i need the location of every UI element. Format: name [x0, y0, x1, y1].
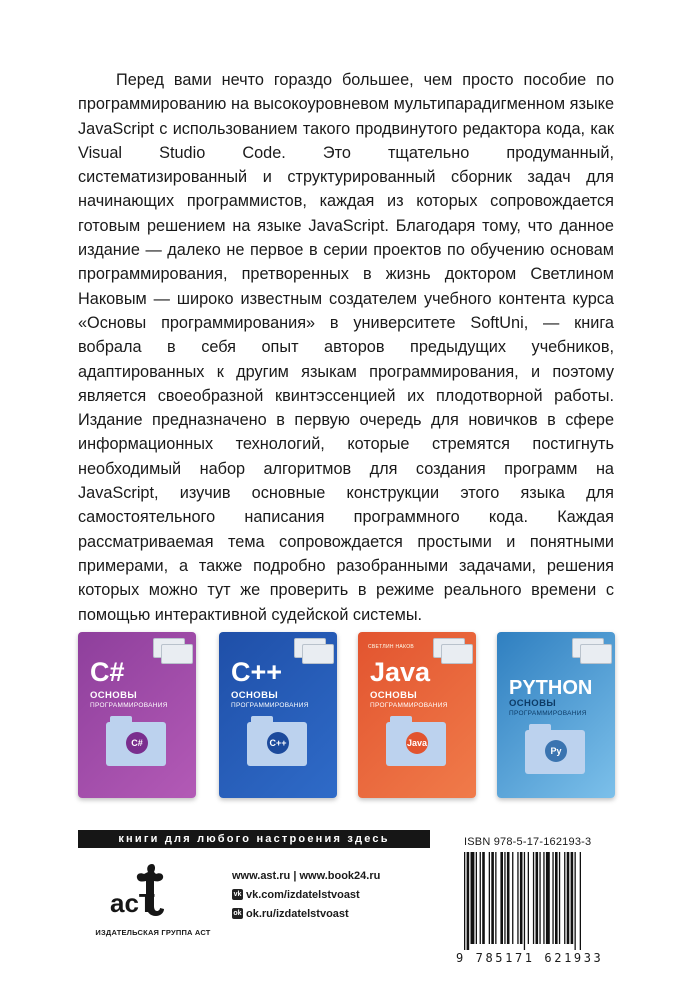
book-series-row	[78, 632, 623, 802]
language-logo-icon: Py	[545, 740, 567, 762]
barcode-bar	[489, 852, 490, 944]
language-logo-icon: C++	[267, 732, 289, 754]
barcode-bar	[543, 852, 544, 944]
barcode-bar	[464, 852, 465, 950]
contact-links	[232, 866, 380, 923]
barcode-bar	[517, 852, 518, 944]
barcode-bar	[495, 852, 496, 944]
book-cover-cpp	[219, 632, 337, 798]
barcode-bar	[476, 852, 477, 944]
logo-lettering: acT	[110, 888, 155, 918]
vk-link[interactable]: vk.com/izdatelstvoast	[246, 888, 360, 901]
vk-icon: vk	[233, 891, 242, 898]
barcode-bar	[555, 852, 558, 944]
barcode-bar	[471, 852, 475, 944]
book-language: C#	[90, 657, 125, 687]
book-author: СВЕТЛИН НАКОВ	[368, 644, 415, 650]
isbn-barcode-block	[452, 832, 638, 974]
ok-link[interactable]: ok.ru/izdatelstvoast	[246, 907, 349, 920]
folder-icon	[386, 722, 446, 766]
barcode-bar	[546, 852, 550, 944]
barcode-bar	[507, 852, 510, 944]
barcode-bar	[559, 852, 560, 944]
book-subtitle: ОСНОВЫ	[370, 690, 418, 701]
cards-icon	[288, 636, 334, 666]
barcode-bar	[533, 852, 534, 944]
book-cover-java	[358, 632, 476, 798]
cards-icon	[147, 636, 193, 666]
publisher-block	[78, 860, 228, 950]
barcode-bar	[552, 852, 553, 944]
cards-icon	[427, 636, 473, 666]
barcode-bar	[520, 852, 523, 944]
ok-icon: ok	[233, 910, 242, 917]
barcode-bar	[575, 852, 576, 950]
folder-icon	[106, 722, 166, 766]
blurb-text: Перед вами нечто гораздо большее, чем просто пособие по программированию на высокоуровневом мультипарадигменном языке JavaScript с использованием такого продвинутого редактора кода, как Visual Studio Code. Это тщательно продуманный, систематизированный и структурированный сборник задач для начинающих программистов, каждая из которых сопровождается готовым решением на языке JavaScript. Благодаря тому, что данное издание — далеко не первое в серии проектов по обучению основам программирования, претворенных в жизнь доктором Светлином Наковым — широко известным создателем учебного контента курса «Основы программирования» в университете SoftUni, — книга вобрала в себя опыт авторов предыдущих учебников, адаптированных к другим языкам программирования, и поэтому является своеобразной квинтэссенцией их плодотворной работы. Издание предназначено в первую очередь для новичков в сфере информационных технологий, которые стремятся постигнуть необходимый набор алгоритмов для создания программ на JavaScript, изучив основные конструкции этого языка для самостоятельного написания программного кода. Каждая рассматриваемая тема сопровождается простыми и понятными примерами, а также подробно разобранными задачами, решения которых можно тут же проверить в режиме реального времени с помощью интерактивной судейской системы.	[78, 71, 614, 624]
isbn-number: ISBN 978-5-17-162193-3	[464, 836, 592, 848]
publisher-name: ИЗДАТЕЛЬСКАЯ ГРУППА АСТ	[95, 928, 211, 937]
language-logo-icon: C#	[126, 732, 148, 754]
book-subtitle: ОСНОВЫ	[231, 690, 279, 701]
folder-icon	[525, 730, 585, 774]
barcode-bar	[500, 852, 503, 944]
barcode-bar	[480, 852, 481, 944]
barcode-bar	[528, 852, 529, 944]
barcode-digits: 9 785171 621933	[456, 951, 604, 965]
barcode-bar	[539, 852, 540, 944]
barcode-bar	[524, 852, 525, 950]
book-subtitle-2: ПРОГРАММИРОВАНИЯ	[509, 710, 587, 717]
book-subtitle: ОСНОВЫ	[509, 698, 557, 709]
barcode-bar	[482, 852, 485, 944]
book-cover-python	[497, 632, 615, 798]
folder-icon	[247, 722, 307, 766]
barcode-bar	[567, 852, 570, 944]
barcode-bar	[564, 852, 565, 944]
book-subtitle-2: ПРОГРАММИРОВАНИЯ	[370, 702, 448, 709]
barcode-bar	[512, 852, 513, 944]
ast-logo-icon	[108, 860, 180, 922]
barcode-bar	[504, 852, 505, 944]
book-language: PYTHON	[509, 677, 593, 699]
barcode-bar	[536, 852, 539, 944]
slogan-band: книги для любого настроения здесь	[78, 830, 430, 848]
barcode-bar	[491, 852, 494, 944]
book-subtitle-2: ПРОГРАММИРОВАНИЯ	[90, 702, 168, 709]
cards-icon	[566, 636, 612, 666]
barcode	[462, 852, 632, 950]
book-language: C++	[231, 657, 283, 687]
book-language: Java	[370, 657, 431, 687]
website-links[interactable]: www.ast.ru | www.book24.ru	[232, 869, 381, 882]
barcode-bar	[580, 852, 581, 950]
barcode-bar	[571, 852, 574, 944]
book-cover-csharp	[78, 632, 196, 798]
book-subtitle-2: ПРОГРАММИРОВАНИЯ	[231, 702, 309, 709]
language-logo-icon: Java	[406, 732, 428, 754]
barcode-bar	[467, 852, 470, 950]
book-subtitle: ОСНОВЫ	[90, 690, 138, 701]
